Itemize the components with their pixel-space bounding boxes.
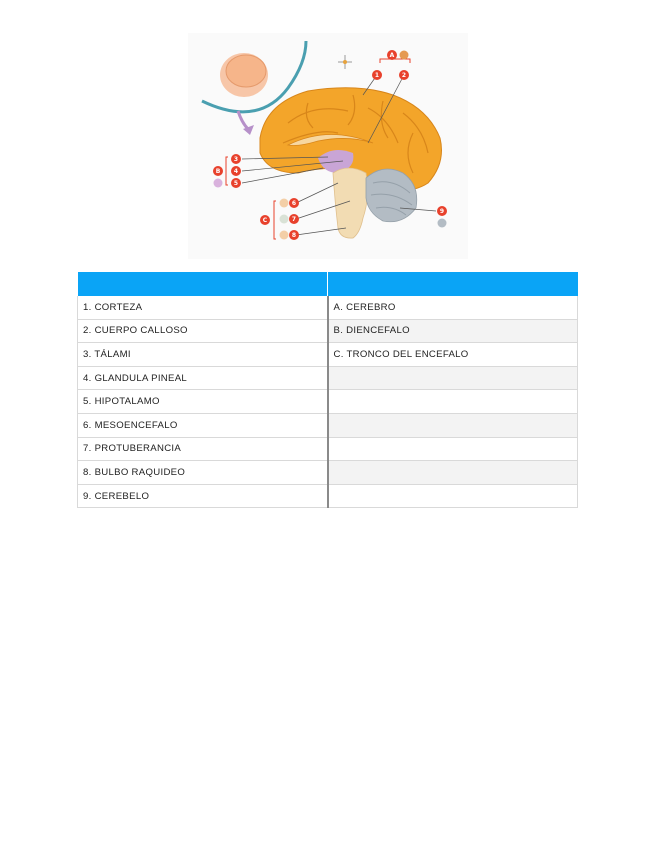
brainstem xyxy=(333,168,367,238)
svg-text:6: 6 xyxy=(291,200,297,208)
svg-text:8: 8 xyxy=(291,232,297,240)
arrow-line xyxy=(238,111,248,129)
svg-text:9: 9 xyxy=(439,208,445,216)
table-cell: 1. CORTEZA xyxy=(78,296,328,319)
group-label-c xyxy=(260,199,289,240)
table-cell: 4. GLANDULA PINEAL xyxy=(78,366,328,390)
table-cell xyxy=(328,461,578,485)
table-cell: 5. HIPOTALAMO xyxy=(78,390,328,414)
table-header-row xyxy=(78,272,578,296)
table-cell xyxy=(328,484,578,508)
table-cell xyxy=(328,390,578,414)
marker-5 xyxy=(231,178,241,188)
table-row xyxy=(78,484,578,508)
group-label-a xyxy=(380,50,410,63)
marker-4 xyxy=(231,166,241,176)
svg-text:4: 4 xyxy=(233,168,239,176)
svg-text:5: 5 xyxy=(233,180,239,188)
table-cell: 3. TÁLAMI xyxy=(78,343,328,367)
svg-text:B: B xyxy=(215,168,221,176)
marker-9 xyxy=(437,206,447,228)
marker-7 xyxy=(289,214,299,224)
table-cell: 8. BULBO RAQUIDEO xyxy=(78,461,328,485)
svg-text:2: 2 xyxy=(401,72,407,80)
brain-illustration xyxy=(188,33,468,259)
head-brain xyxy=(226,55,266,87)
svg-text:3: 3 xyxy=(233,156,239,164)
table-cell xyxy=(328,437,578,461)
svg-text:7: 7 xyxy=(291,216,297,224)
table-cell xyxy=(328,413,578,437)
table-header-cell xyxy=(328,272,578,296)
table-row xyxy=(78,461,578,485)
table-cell: A. CEREBRO xyxy=(328,296,578,319)
table-cell: 9. CEREBELO xyxy=(78,484,328,508)
table-row xyxy=(78,437,578,461)
marker-8 xyxy=(289,230,299,240)
brain-parts-table xyxy=(77,272,578,508)
table-header-cell xyxy=(78,272,328,296)
table-cell: B. DIENCEFALO xyxy=(328,319,578,343)
table-row xyxy=(78,390,578,414)
table-row xyxy=(78,296,578,319)
table-cell xyxy=(328,366,578,390)
marker-6 xyxy=(289,198,299,208)
marker-1 xyxy=(372,70,382,80)
table-row xyxy=(78,319,578,343)
marker-2 xyxy=(399,70,409,80)
svg-text:C: C xyxy=(262,217,268,225)
brain-diagram xyxy=(188,33,468,259)
svg-text:A: A xyxy=(389,52,395,60)
table-row xyxy=(78,343,578,367)
group-label-b xyxy=(213,157,228,188)
svg-text:1: 1 xyxy=(374,72,380,80)
compass-icon xyxy=(338,55,352,69)
table-row xyxy=(78,413,578,437)
table-cell: 2. CUERPO CALLOSO xyxy=(78,319,328,343)
table-cell: 6. MESOENCEFALO xyxy=(78,413,328,437)
table-cell: 7. PROTUBERANCIA xyxy=(78,437,328,461)
table-cell: C. TRONCO DEL ENCEFALO xyxy=(328,343,578,367)
table-row xyxy=(78,366,578,390)
marker-3 xyxy=(231,154,241,164)
